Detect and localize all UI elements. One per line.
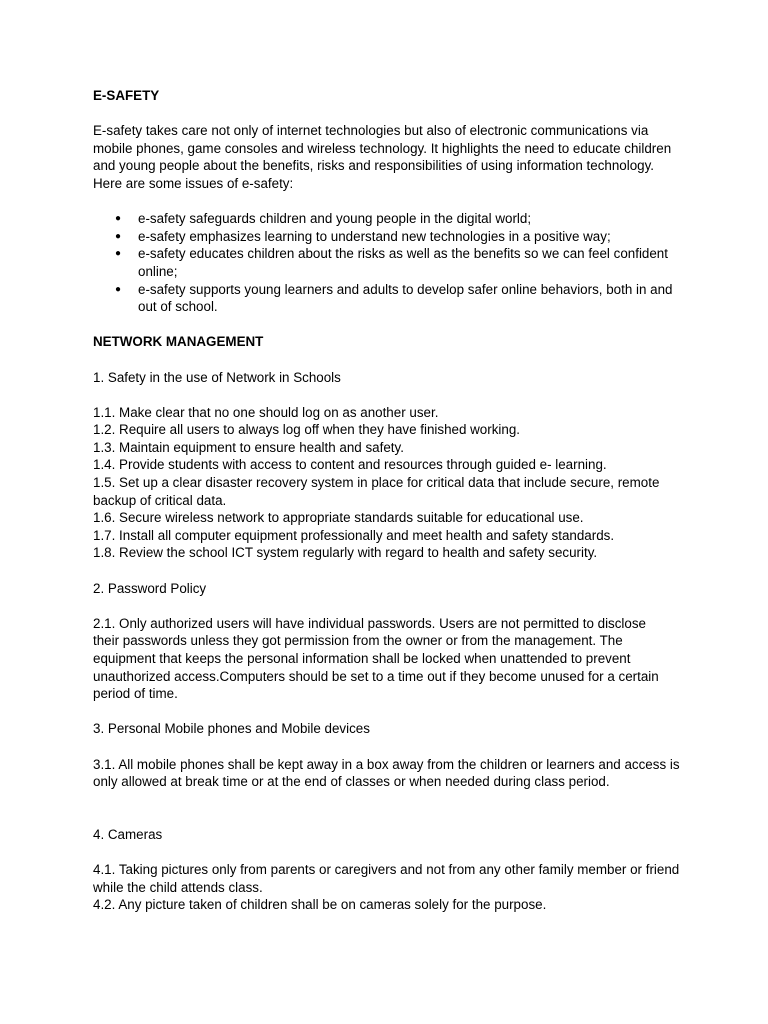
esafety-intro: E-safety takes care not only of internet technologies but also of electronic communications via mobile phones, game consoles and wireless technology. It highlights the need to educate children and young people about the benefits, risks and responsibilities of using information technology. Here are some issues of e-safety: bbox=[93, 123, 672, 191]
document-body bbox=[93, 87, 683, 914]
section-3-text: 3.1. All mobile phones shall be kept away in a box away from the children or learners and access is only allowed at break time or at the end of classes or when needed during class period. bbox=[93, 756, 680, 790]
list-item: 4.2. Any picture taken of children shall be on cameras solely for the purpose. bbox=[93, 897, 547, 913]
section-2-title: 2. Password Policy bbox=[93, 580, 207, 596]
list-item: 1.3. Maintain equipment to ensure health and safety. bbox=[93, 439, 404, 455]
section-1-title: 1. Safety in the use of Network in Schools bbox=[93, 369, 341, 385]
list-item: 1.1. Make clear that no one should log on as another user. bbox=[93, 404, 439, 420]
section-4-title: 4. Cameras bbox=[93, 826, 163, 842]
list-item: 1.2. Require all users to always log off when they have finished working. bbox=[93, 422, 521, 438]
list-item: ● e-safety educates children about the risks as well as the benefits so we can feel confident online; bbox=[93, 245, 683, 280]
list-item: 1.4. Provide students with access to content and resources through guided e- learning. bbox=[93, 457, 607, 473]
section-3-title: 3. Personal Mobile phones and Mobile devices bbox=[93, 721, 370, 737]
list-item: ● e-safety supports young learners and adults to develop safer online behaviors, both in and out of school. bbox=[93, 281, 683, 316]
list-item: ● e-safety safeguards children and young people in the digital world; bbox=[93, 210, 683, 228]
section-2-text: 2.1. Only authorized users will have individual passwords. Users are not permitted to disclose their passwords unless they got permission from the owner or from the management. The equipment that keeps the personal information shall be locked when unattended to prevent unauthorized access.Computers should be set to a time out if they become unused for a certain period of time. bbox=[93, 615, 663, 702]
list-item: 1.8. Review the school ICT system regularly with regard to health and safety security. bbox=[93, 545, 598, 561]
section-4-list bbox=[93, 861, 683, 914]
list-item: 1.5. Set up a clear disaster recovery system in place for critical data that include secure, remote backup of critical data. bbox=[93, 475, 660, 508]
list-item: 1.7. Install all computer equipment professionally and meet health and safety standards. bbox=[93, 527, 615, 543]
esafety-bullet-list bbox=[93, 210, 683, 316]
network-heading: NETWORK MANAGEMENT bbox=[93, 334, 264, 350]
esafety-heading: E-SAFETY bbox=[93, 88, 160, 103]
list-item: 4.1. Taking pictures only from parents or caregivers and not from any other family member or friend while the child attends class. bbox=[93, 862, 680, 895]
list-item: ● e-safety emphasizes learning to understand new technologies in a positive way; bbox=[93, 228, 683, 246]
list-item: 1.6. Secure wireless network to appropriate standards suitable for educational use. bbox=[93, 510, 584, 526]
section-1-list bbox=[93, 404, 683, 562]
